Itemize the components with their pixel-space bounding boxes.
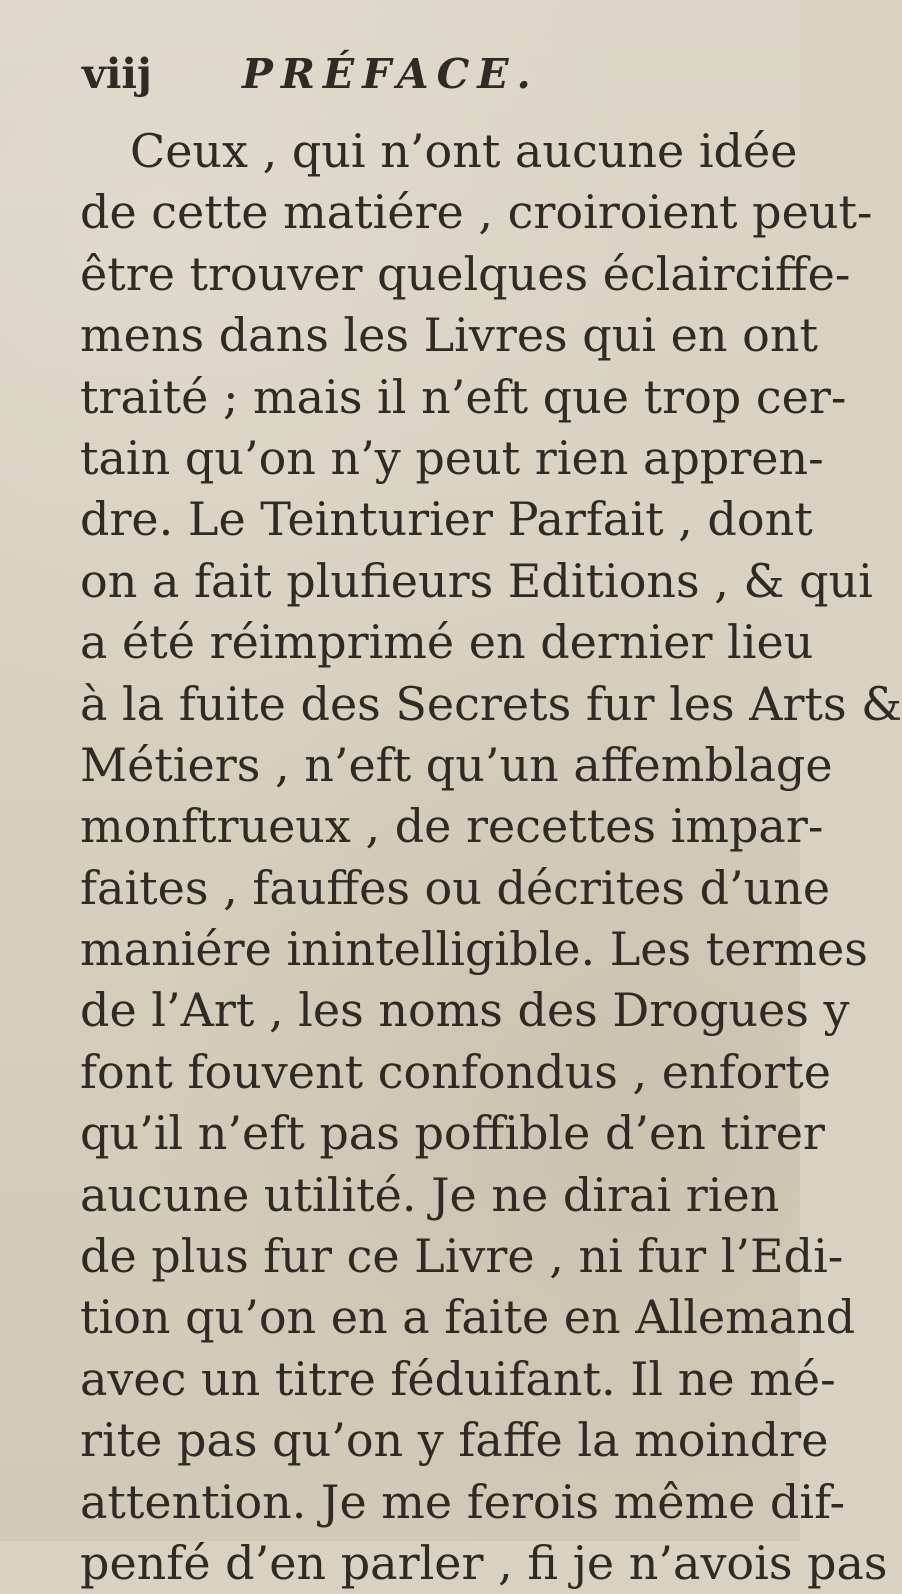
text-line: maniére inintelligible. Les termes [80,922,868,977]
text-line: tion qu’on en a faite en Allemand [80,1290,856,1345]
text-line: tain qu’on n’y peut rien appren- [80,430,824,485]
text-line: a été réimprimé en dernier lieu [80,615,814,670]
text-line: Ceux , qui n’ont aucune idée [130,124,798,178]
text-line: traité ; mais il n’eft que trop cer- [80,369,847,424]
running-head: PRÉFACE. [242,50,539,98]
text-line: monftrueux , de recettes impar- [80,799,824,854]
text-line: de l’Art , les noms des Drogues y [80,983,850,1038]
text-line: dre. Le Teinturier Parfait , dont [80,492,813,547]
text-line: penfé d’en parler , fi je n’avois pas [80,1535,888,1590]
text-line: avec un titre féduifant. Il ne mé- [80,1351,836,1406]
text-line: Métiers , n’eft qu’un affemblage [80,737,833,792]
text-line: être trouver quelques éclairciffe- [80,246,851,301]
text-line: on a fait plufieurs Editions , & qui [80,553,873,608]
text-line: rite pas qu’on y faffe la moindre [80,1413,829,1468]
text-line: mens dans les Livres qui en ont [80,308,818,363]
text-line: attention. Je me ferois même dif- [80,1474,846,1529]
text-line: de cette matiére , croiroient peut- [80,185,873,240]
text-line: de plus fur ce Livre , ni fur l’Edi- [80,1229,844,1284]
page-header [82,48,702,100]
page-number: viij [82,50,152,98]
body-text [80,121,902,1594]
text-line: font fouvent confondus , enforte [80,1044,831,1099]
text-line: à la fuite des Secrets fur les Arts & [80,676,902,731]
text-line: aucune utilité. Je ne dirai rien [80,1167,780,1222]
text-line: qu’il n’eft pas poffible d’en tirer [80,1106,825,1161]
text-line: faites , fauffes ou décrites d’une [80,860,831,915]
